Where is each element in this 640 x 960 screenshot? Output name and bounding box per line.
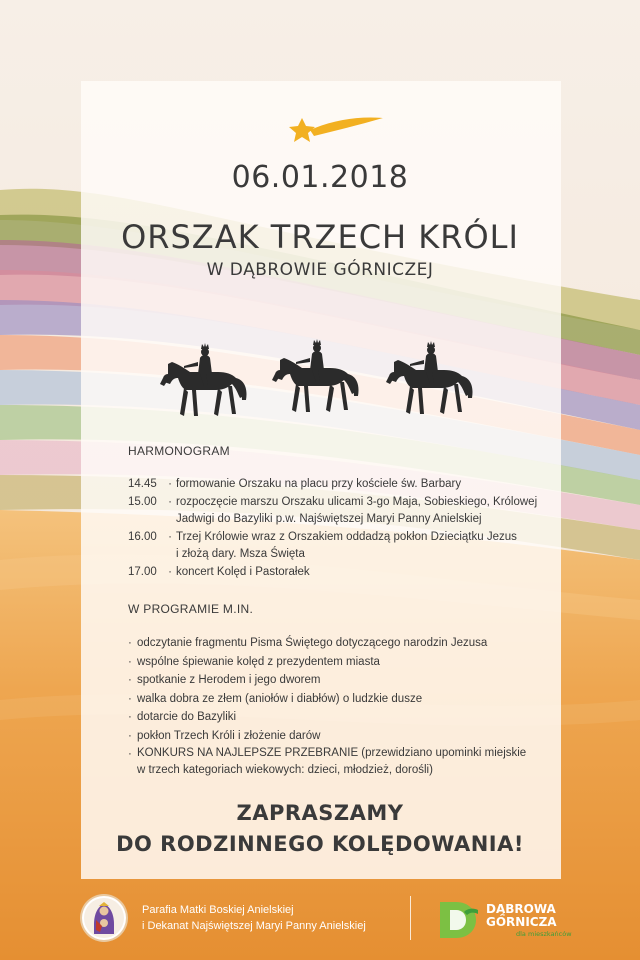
program-item: · odczytanie fragmentu Pisma Świętego dotyczącego narodzin Jezusa bbox=[128, 637, 488, 649]
schedule-time: 17.00 bbox=[128, 565, 157, 578]
schedule-time: 14.45 bbox=[128, 478, 157, 490]
schedule-text: Trzej Królowie wraz z Orszakiem oddadzą pokłon Dzieciątku Jezus i złożą dary. Msza Święta bbox=[176, 530, 517, 560]
schedule-time: 16.00 bbox=[128, 530, 157, 543]
schedule-list bbox=[128, 476, 538, 581]
program-list bbox=[128, 634, 548, 779]
schedule-item bbox=[128, 476, 538, 494]
bullet: · bbox=[168, 495, 172, 508]
schedule-heading: HARMONOGRAM bbox=[128, 444, 230, 458]
program-item: · dotarcie do Bazyliki bbox=[128, 711, 237, 723]
king-rider-2 bbox=[272, 339, 359, 412]
city-tagline-text: dla mieszkańców bbox=[516, 930, 572, 938]
parish-logo bbox=[82, 896, 126, 940]
king-rider-3 bbox=[386, 341, 473, 414]
invitation-text bbox=[0, 798, 640, 860]
schedule-text: rozpoczęcie marszu Orszaku ulicami 3-go Maja, Sobieskiego, Królowej Jadwigi do Bazyliki p.w. Najświętszej Maryi Panny Anielskiej bbox=[176, 495, 538, 525]
program-item: · spotkanie z Herodem i jego dworem bbox=[128, 674, 321, 686]
program-item-contest: · KONKURS NA NAJLEPSZE PRZEBRANIE (przewidziano upominki miejskie w trzech kategoriach wiekowych: dzieci, młodzież, dorośli) bbox=[128, 747, 527, 776]
schedule-item bbox=[128, 529, 538, 564]
schedule-time: 15.00 bbox=[128, 495, 157, 508]
schedule-text: koncert Kolęd i Pastorałek bbox=[176, 565, 310, 578]
event-subtitle: W DĄBROWIE GÓRNICZEJ bbox=[206, 260, 434, 280]
parish-name: Parafia Matki Boskiej Anielskiej i Dekanat Najświętszej Maryi Panny Anielskiej bbox=[142, 904, 366, 932]
king-rider-1 bbox=[160, 343, 247, 416]
city-name: DĄBROWA GÓRNICZA bbox=[486, 902, 557, 929]
bullet: · bbox=[168, 530, 172, 543]
schedule-text: formowanie Orszaku na placu przy kościele św. Barbary bbox=[176, 478, 462, 490]
bullet: · bbox=[168, 478, 172, 490]
program-item: · walka dobra ze złem (aniołów i diabłów) o ludzkie dusze bbox=[128, 692, 423, 705]
schedule-item bbox=[128, 564, 538, 582]
shooting-star-icon bbox=[288, 112, 384, 148]
event-date: 06.01.2018 bbox=[231, 160, 409, 195]
event-title: ORSZAK TRZECH KRÓLI bbox=[121, 218, 519, 256]
madonna-icon bbox=[82, 896, 126, 940]
three-kings-riders-illustration bbox=[160, 328, 480, 420]
schedule-item bbox=[128, 494, 538, 529]
invitation-line-2: DO RODZINNEGO KOLĘDOWANIA! bbox=[116, 832, 524, 856]
footer-divider bbox=[410, 896, 411, 940]
invitation-line-1: ZAPRASZAMY bbox=[236, 801, 404, 825]
program-heading: W PROGRAMIE M.IN. bbox=[128, 602, 254, 616]
program-item: · wspólne śpiewanie kolęd z prezydentem miasta bbox=[128, 655, 380, 668]
program-item: · pokłon Trzech Króli i złożenie darów bbox=[128, 729, 321, 742]
bullet: · bbox=[168, 565, 172, 578]
